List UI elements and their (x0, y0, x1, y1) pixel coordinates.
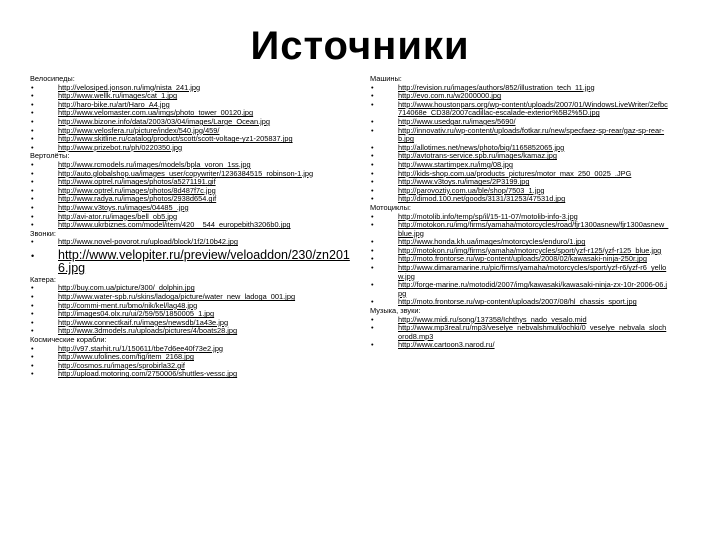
source-link[interactable]: http://www.v3toys.ru/images/2P3199.jpg (398, 177, 530, 187)
source-link[interactable]: http://avi-ator.ru/images/bell_ob5.jpg (58, 211, 178, 221)
source-list-item (370, 281, 670, 298)
source-link[interactable]: http://revision.ru/images/authors/852/illustration_tech_11.jpg (398, 82, 595, 92)
source-link[interactable]: http://dimod.100.net/goods/3131/31253/47531d.jpg (398, 194, 566, 204)
source-list (30, 84, 350, 153)
source-link[interactable]: http://www.bizone.info/data/2003/03/04/images/Large_Ocean.jpg (58, 116, 271, 126)
source-link[interactable]: http://www.dimaramarine.ru/pic/firms/yamaha/motorcycles/sport/yzf-r6/yzf-r6_yellow.jpg (398, 263, 667, 281)
source-list-item (370, 221, 670, 238)
source-link[interactable]: http://moto.frontorse.ru/wp-content/uploads/2008/02/kawasaki-ninja-250r.jpg (398, 254, 647, 264)
source-list (30, 284, 350, 336)
source-list-item (30, 370, 350, 379)
source-list (30, 345, 350, 379)
source-link[interactable]: http://allotimes.net/news/photo/big/1165852065.jpg (398, 142, 565, 152)
source-list (370, 316, 670, 350)
source-link[interactable]: http://www.mp3real.ru/mp3/veselye_nebvalshmuli/ochki/0_veselye_nebvala_slochorod8.mp3 (398, 323, 667, 341)
source-list-item (370, 127, 670, 144)
source-link[interactable]: http://www.midi.ru/song/137358/Ichthys_nado_vesalo.mid (398, 314, 587, 324)
source-link[interactable]: http://www.velomaster.com.ua/imgs/photo_tower_00120.jpg (58, 108, 254, 118)
source-link[interactable]: http://www.3dmodels.ru/uploads/pictures/4/boats28.jpg (58, 326, 238, 336)
source-link[interactable]: http://kids-shop.com.ua/products_pictures/motor_max_250_0025_.JPG (398, 168, 632, 178)
category-heading: Машины: (370, 74, 402, 83)
source-link[interactable]: http://motokon.ru/img/firms/yamaha/motorcycles/road/fjr1300asnew/fjr1300asnew_blue.jpg (398, 220, 669, 238)
source-link[interactable]: http://v97.starhit.ru/1/150611/tbe7d6ee40f73e2.jpg (58, 343, 224, 353)
source-link[interactable]: http://www.skitline.ru/catalog/product/scott/scott-voltage-yz1-205837.jpg (58, 134, 293, 144)
source-list-item (370, 341, 670, 350)
source-link[interactable]: http://www.cartoon3.narod.ru/ (398, 340, 495, 350)
source-link[interactable]: http://buy.com.ua/picture/300/_dolphin.jpg (58, 283, 195, 293)
sources-right-column (370, 75, 670, 350)
source-list (370, 213, 670, 308)
source-list-item (30, 327, 350, 336)
source-link[interactable]: http://www.optrel.ru/images/photos/a5271191.gif (58, 177, 216, 187)
category-heading: Космические корабли: (30, 335, 107, 345)
source-list-item (370, 324, 670, 341)
source-link[interactable]: http://www.v3toys.ru/images/04485_.jpg (58, 202, 189, 212)
source-link[interactable]: http://www.startimpex.ru/img/08.jpg (398, 159, 514, 169)
source-link[interactable]: http://www.velopiter.ru/preview/veloaddon/230/zn2016.jpg (58, 247, 350, 276)
source-list-item (370, 264, 670, 281)
source-link[interactable]: http://www.optrel.ru/images/photos/8d487f7c.jpg (58, 185, 216, 195)
page-title: Источники (250, 24, 470, 68)
source-link[interactable]: http://haro-bike.ru/art/Haro_A4.jpg (58, 99, 170, 109)
source-link[interactable]: http://motokon.ru/img/firms/yamaha/motorcycles/sport/yzf-r125/yzf-r125_blue.jpg (398, 245, 662, 255)
category-heading: Вертолёты: (30, 151, 70, 161)
source-link[interactable]: http://avtotrans-service.spb.ru/images/kamaz.jpg (398, 151, 557, 161)
source-link[interactable]: http://moto.frontorse.ru/wp-content/uploads/2007/08/hl_chassis_sport.jpg (398, 297, 637, 307)
source-link[interactable]: http://www.radya.ru/images/photos/2938d654.gif (58, 194, 217, 204)
source-list-item (370, 101, 670, 118)
source-link[interactable]: http://motolib.info/temp/sp/il/15-11-07/motolib-info-3.jpg (398, 211, 578, 221)
source-link[interactable]: http://www.ukrbiznes.com/model/item/420__544_europebith3206b0.jpg (58, 220, 291, 230)
source-link[interactable]: http://www.connectkaif.ru/images/newsdb/1a43e.jpg (58, 317, 229, 327)
category-heading: Велосипеды: (30, 74, 75, 83)
source-list-item (370, 298, 670, 307)
source-link[interactable]: http://www.water-spb.ru/skins/ladoga/picture/water_new_ladoga_001.jpg (58, 292, 296, 302)
category-heading: Мотоциклы: (370, 202, 411, 212)
source-link[interactable]: http://www.wellk.ru/images/cat_1.jpg (58, 91, 178, 101)
source-link[interactable]: http://www.velosfera.ru/picture/index/540.jpg/459/ (58, 125, 220, 135)
source-list-item (30, 249, 350, 276)
source-link[interactable]: http://velosiped.jonson.ru/img/nista_241.jpg (58, 82, 201, 92)
source-list (370, 84, 670, 204)
source-link[interactable]: http://parovoztiy.com.ua/ble/shop/7503_1.jpg (398, 185, 545, 195)
source-list (30, 161, 350, 230)
source-link[interactable]: http://upload.motoring.com/2750006/shuttles-vessc.jpg (58, 369, 238, 379)
source-list-item (30, 238, 350, 247)
category-heading: Звонки: (30, 228, 56, 238)
source-link[interactable]: http://cosmos.ru/images/sprobirla32.gif (58, 360, 185, 370)
category-heading: Музыка, звуки: (370, 306, 421, 316)
source-link[interactable]: http://forge-marine.ru/motodid/2007/img/kawasaki/kawasaki-ninja-zx-10r-2006-06.jpg (398, 280, 668, 298)
source-list-item (30, 221, 350, 230)
category-heading: Катера: (30, 274, 56, 284)
source-list-item (30, 144, 350, 153)
source-list (30, 238, 350, 276)
source-link[interactable]: http://evo.com.ru/w2000000.jpg (398, 91, 502, 101)
source-link[interactable]: http://commi-ment.ru/bmo/nik/kel/lag48.jpg (58, 300, 198, 310)
source-link[interactable]: http://www.novel-povorot.ru/upload/block/1f2/10b42.jpg (58, 237, 238, 247)
source-list-item (370, 195, 670, 204)
source-link[interactable]: http://images04.olx.ru/ui/2/59/55/1850005_1.jpg (58, 309, 215, 319)
source-link[interactable]: http://innovativ.ru/wp-content/uploads/fotkar.ru/new/specfaez-sp-rear/gaz-sp-rear-b.jpg (398, 125, 665, 144)
source-link[interactable]: http://www.houstonpars.org/wp-content/uploads/2007/01/WindowsLiveWriter/2efbc714068e_CD38/2007cadillac-escalade-exterior%5B2%5D.jpg (398, 99, 668, 118)
source-link[interactable]: http://auto.globalshop.ua/images_user/copywriter/1236384515_robinson-1.jpg (58, 168, 314, 178)
source-link[interactable]: http://www.honda.kh.ua/images/motorcycles/enduro/1.jpg (398, 237, 586, 247)
sources-left-column (30, 75, 350, 379)
source-link[interactable]: http://www.prizebot.ru/ph/0220350.jpg (58, 142, 183, 152)
source-link[interactable]: http://www.rcmodels.ru/images/models/bpla_voron_1ss.jpg (58, 159, 251, 169)
source-link[interactable]: http://www.ufolines.com/fig/item_2168.jpg (58, 352, 194, 362)
source-link[interactable]: http://www.usedgar.ru/images/5690/ (398, 116, 516, 126)
